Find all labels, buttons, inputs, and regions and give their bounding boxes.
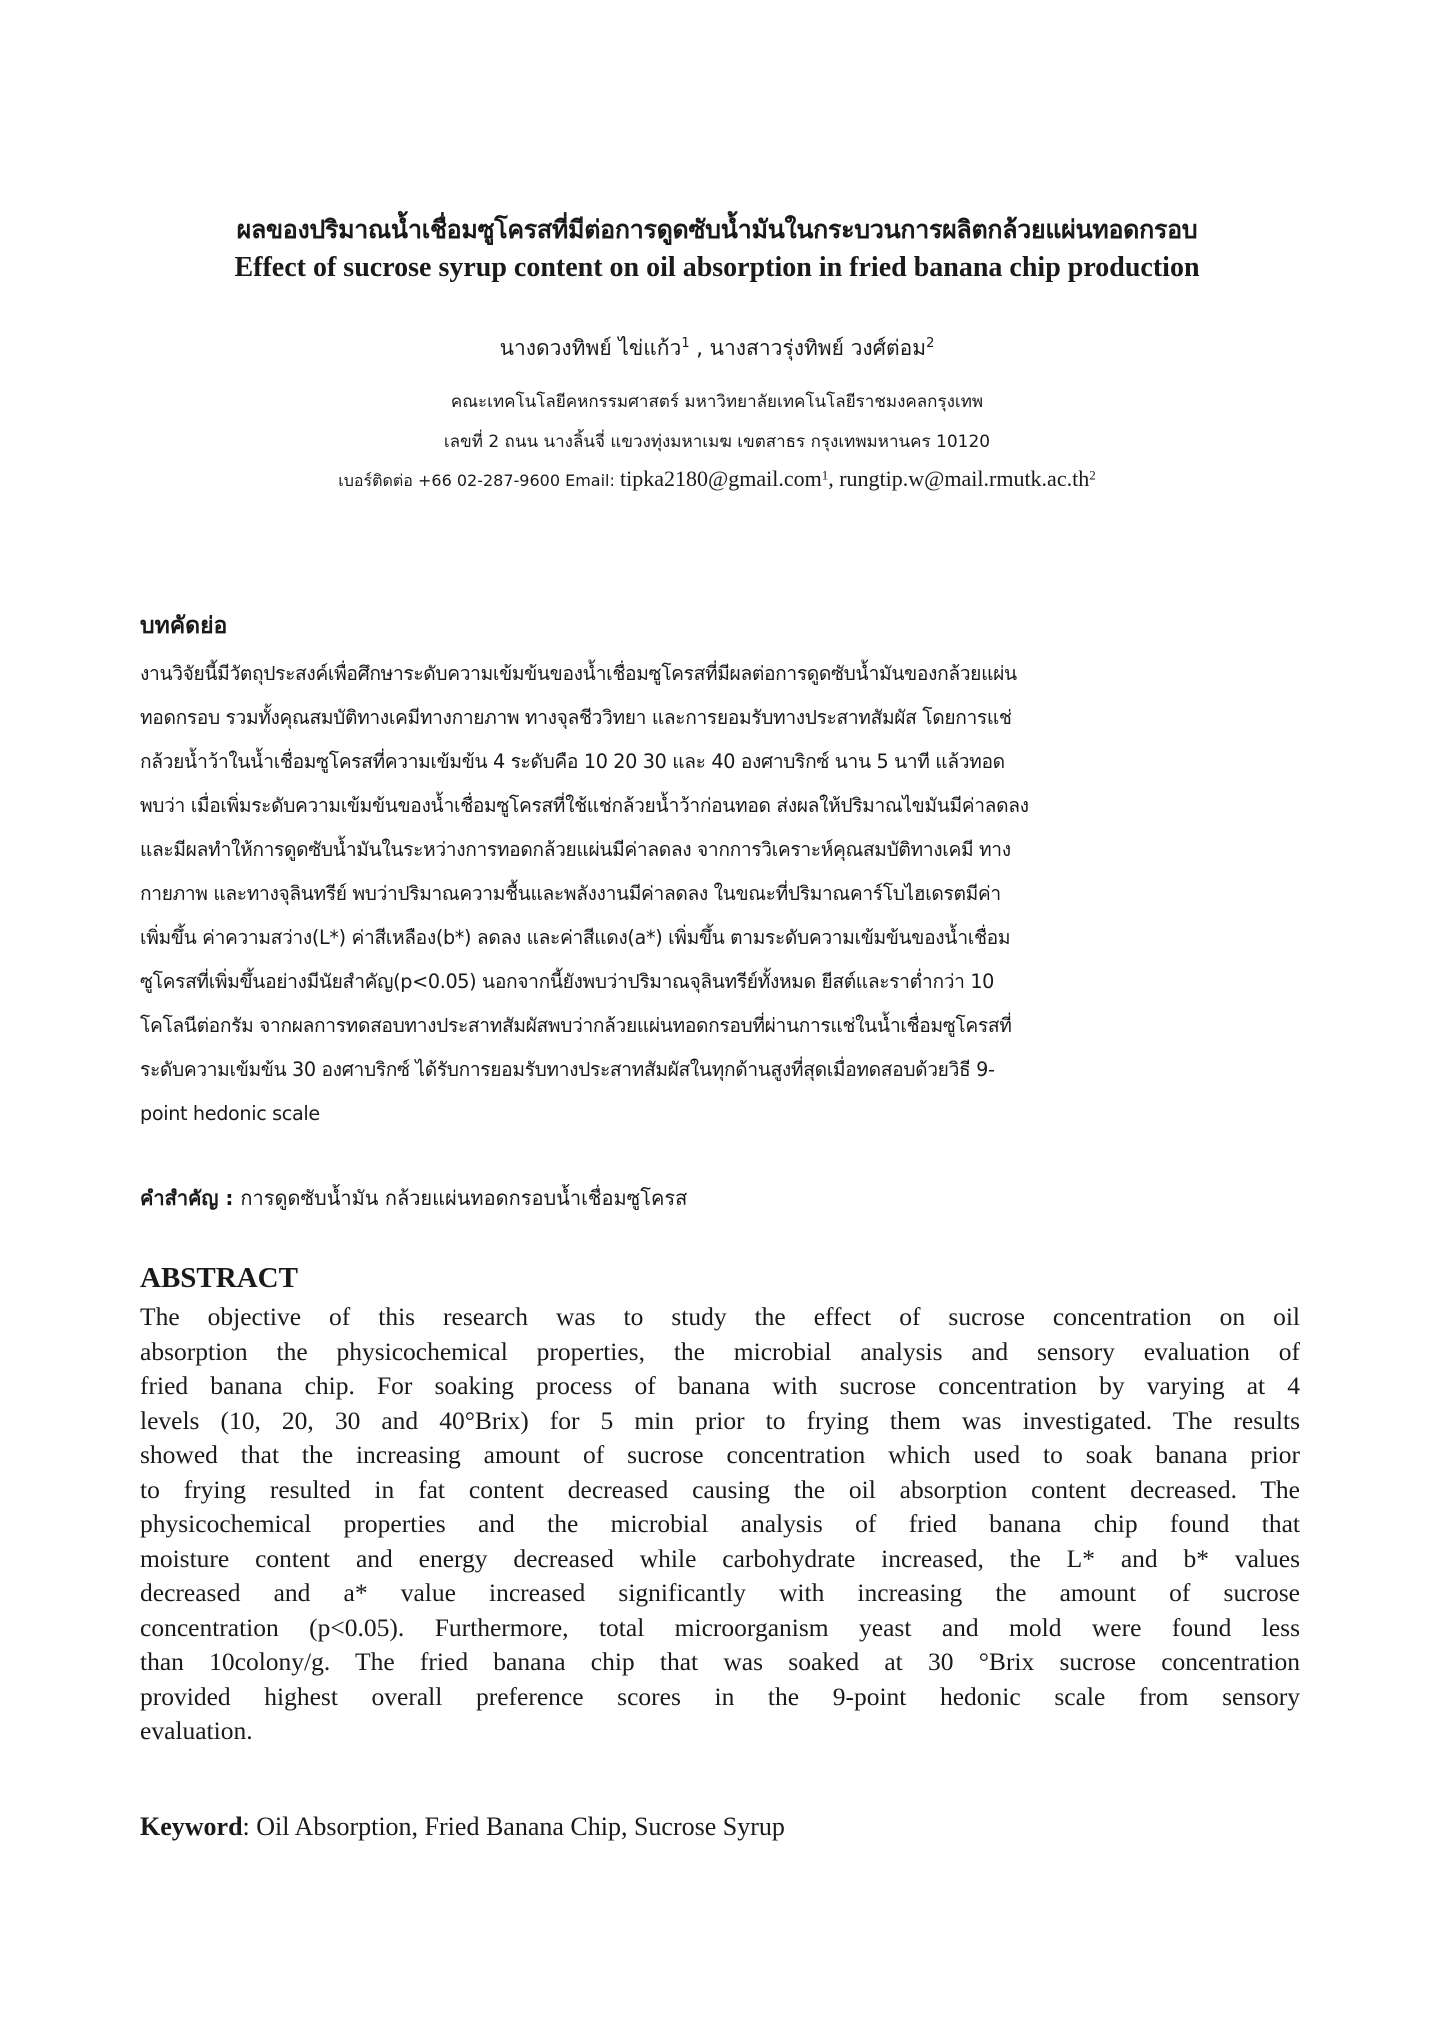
author-1-sup: 1 xyxy=(681,336,690,351)
author-1: นางดวงทิพย์ ไข่แก้ว xyxy=(499,336,682,360)
title-thai: ผลของปริมาณน้ำเชื่อมซูโครสที่มีต่อการดูดซับน้ำมันในกระบวนการผลิตกล้วยแผ่นทอดกรอบ xyxy=(236,215,1198,244)
keywords-thai xyxy=(140,1182,687,1214)
authors-line xyxy=(0,332,1434,365)
affiliation-line-2: เลขที่ 2 ถนน นางลิ้นจี่ แขวงทุ่งมหาเมฆ เขตสาธร กรุงเทพมหานคร 10120 xyxy=(443,432,991,452)
author-2: นางสาวรุ่งทิพย์ วงศ์ต่อม xyxy=(709,336,927,360)
abstract-english-line: decreased and a* value increased significantly with increasing the amount of sucrose xyxy=(140,1578,1300,1607)
abstract-english-line: than 10colony/g. The fried banana chip that was soaked at 30 °Brix sucrose concentration xyxy=(140,1647,1300,1676)
abstract-thai-line: งานวิจัยนี้มีวัตถุประสงค์เพื่อศึกษาระดับความเข้มข้นของน้ำเชื่อมซูโครสที่มีผลต่อการดูดซับน้ำมันของกล้วยแผ่น xyxy=(140,662,1017,685)
abstract-english-heading: ABSTRACT xyxy=(140,1262,298,1294)
keywords-english-text: : Oil Absorption, Fried Banana Chip, Sucrose Syrup xyxy=(242,1812,785,1841)
abstract-english-line: absorption the physicochemical properties, the microbial analysis and sensory evaluation of xyxy=(140,1336,1300,1366)
keywords-thai-text: การดูดซับน้ำมัน กล้วยแผ่นทอดกรอบน้ำเชื่อมซูโครส xyxy=(240,1186,688,1210)
abstract-english-line: evaluation. xyxy=(140,1716,253,1745)
abstract-thai-line: ซูโครสที่เพิ่มขึ้นอย่างมีนัยสำคัญ(p<0.05) นอกจากนี้ยังพบว่าปริมาณจุลินทรีย์ทั้งหมด ยีสต์และราต่ำกว่า 10 xyxy=(140,970,995,993)
keywords-english xyxy=(140,1812,785,1842)
abstract-thai-line: กล้วยน้ำว้าในน้ำเชื่อมซูโครสที่ความเข้มข้น 4 ระดับคือ 10 20 30 และ 40 องศาบริกซ์ นาน 5 นาที แล้วทอด xyxy=(140,750,1005,773)
abstract-english-line: showed that the increasing amount of sucrose concentration which used to soak banana prior xyxy=(140,1440,1300,1469)
title-english: Effect of sucrose syrup content on oil absorption in fried banana chip production xyxy=(234,252,1200,283)
email-2[interactable]: rungtip.w@mail.rmutk.ac.th xyxy=(839,466,1090,491)
email-separator: , xyxy=(828,466,840,491)
abstract-thai-body xyxy=(140,652,1300,1136)
abstract-english-line: physicochemical properties and the microbial analysis of fried banana chip found that xyxy=(140,1509,1300,1538)
affiliation-line-1: คณะเทคโนโลยีคหกรรมศาสตร์ มหาวิทยาลัยเทคโนโลยีราชมงคลกรุงเทพ xyxy=(450,392,984,412)
abstract-thai-line: เพิ่มขึ้น ค่าความสว่าง(L*) ค่าสีเหลือง(b*) ลดลง และค่าสีแดง(a*) เพิ่มขึ้น ตามระดับความเข้มข้นของน้ำเชื่อม xyxy=(140,926,1011,949)
abstract-thai-line: point hedonic scale xyxy=(140,1102,320,1125)
phone-label: เบอร์ติดต่อ +66 02-287-9600 Email: xyxy=(338,471,620,490)
abstract-english-line: levels (10, 20, 30 and 40°Brix) for 5 min prior to frying them was investigated. The results xyxy=(140,1405,1300,1435)
abstract-thai-line: พบว่า เมื่อเพิ่มระดับความเข้มข้นของน้ำเชื่อมซูโครสที่ใช้แช่กล้วยน้ำว้าก่อนทอด ส่งผลให้ปริมาณไขมันมีค่าลดลง xyxy=(140,794,1029,817)
abstract-english-line: provided highest overall preference scores in the 9-point hedonic scale from sensory xyxy=(140,1681,1300,1711)
author-2-sup: 2 xyxy=(926,336,935,351)
abstract-thai-line: ทอดกรอบ รวมทั้งคุณสมบัติทางเคมีทางกายภาพ ทางจุลชีววิทยา และการยอมรับทางประสาทสัมผัส โดยการแช่ xyxy=(140,706,1012,729)
abstract-thai-line: กายภาพ และทางจุลินทรีย์ พบว่าปริมาณความชื้นและพลังงานมีค่าลดลง ในขณะที่ปริมาณคาร์โบไฮเดรตมีค่า xyxy=(140,882,1001,905)
abstract-thai-heading: บทคัดย่อ xyxy=(140,613,228,639)
abstract-english-line: fried banana chip. For soaking process of banana with sucrose concentration by varying at 4 xyxy=(140,1371,1300,1400)
abstract-english-line: The objective of this research was to study the effect of sucrose concentration on oil xyxy=(140,1302,1300,1331)
abstract-thai-line: ระดับความเข้มข้น 30 องศาบริกซ์ ได้รับการยอมรับทางประสาทสัมผัสในทุกด้านสูงที่สุดเมื่อทดสอบด้วยวิธี 9- xyxy=(140,1058,995,1081)
abstract-english-line: concentration (p<0.05). Furthermore, total microorganism yeast and mold were found less xyxy=(140,1612,1300,1642)
abstract-english-line: moisture content and energy decreased while carbohydrate increased, the L* and b* values xyxy=(140,1543,1300,1573)
keywords-thai-label: คำสำคัญ : xyxy=(140,1186,241,1210)
author-separator: , xyxy=(689,336,710,360)
email-2-sup: 2 xyxy=(1089,467,1096,483)
abstract-english-line: to frying resulted in fat content decreased causing the oil absorption content decreased. The xyxy=(140,1474,1300,1504)
email-1[interactable]: tipka2180@gmail.com xyxy=(619,466,822,491)
abstract-thai-line: โคโลนีต่อกรัม จากผลการทดสอบทางประสาทสัมผัสพบว่ากล้วยแผ่นทอดกรอบที่ผ่านการแช่ในน้ำเชื่อมซูโครสที่ xyxy=(140,1014,1012,1037)
abstract-thai-line: และมีผลทำให้การดูดซับน้ำมันในระหว่างการทอดกล้วยแผ่นมีค่าลดลง จากการวิเคราะห์คุณสมบัติทางเคมี ทาง xyxy=(140,838,1011,861)
keywords-english-label: Keyword xyxy=(140,1812,243,1841)
contact-line xyxy=(0,466,1434,494)
abstract-english-body xyxy=(140,1300,1300,1749)
email-1-sup: 1 xyxy=(821,467,829,483)
